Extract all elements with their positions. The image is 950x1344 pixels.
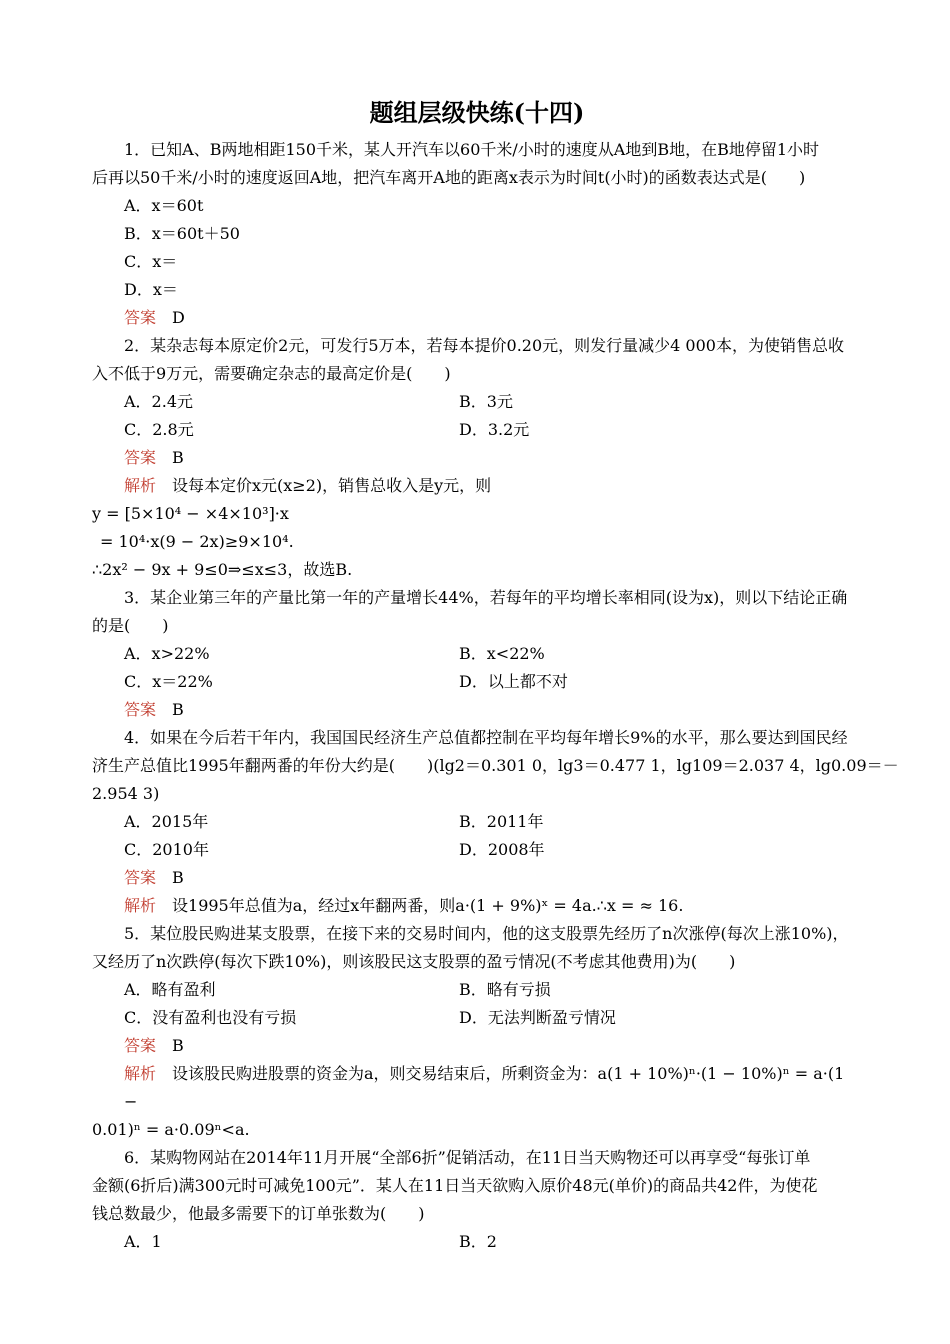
solution-line: 0.01)ⁿ = a·0.09ⁿ<a. <box>92 1120 250 1139</box>
option-a: A．x＝60t <box>124 196 204 215</box>
option-a: A．x>22% <box>124 644 210 663</box>
solution-text: 设该股民购进股票的资金为a，则交易结束后，所剩资金为：a(1 + 10%)ⁿ·(1 − 10%)ⁿ = a·(1 − <box>124 1064 845 1111</box>
answer-row <box>92 1032 862 1060</box>
answer-label: 答案 <box>124 700 157 719</box>
option-a: A．2015年 <box>124 812 209 831</box>
answer-label: 答案 <box>124 308 157 327</box>
page-title: 题组层级快练(十四) <box>369 98 585 127</box>
answer-value: B <box>172 868 184 887</box>
solution-label: 解析 <box>124 476 157 495</box>
question-stem: 5．某位股民购进某支股票，在接下来的交易时间内，他的这支股票先经历了n次涨停(每次上涨10%)， <box>124 924 849 943</box>
answer-value: B <box>172 700 184 719</box>
question-6 <box>92 1144 862 1256</box>
options-row <box>92 808 862 836</box>
answer-value: D <box>172 308 185 327</box>
options-row <box>92 1228 862 1256</box>
question-5 <box>92 920 862 1144</box>
option-b: B．3元 <box>459 392 513 411</box>
question-stem: 2.954 3) <box>92 784 160 803</box>
option-d: D．以上都不对 <box>459 672 568 691</box>
option-b: B．x<22% <box>459 644 545 663</box>
question-stem: 又经历了n次跌停(每次下跌10%)，则该股民这支股票的盈亏情况(不考虑其他费用)为( ) <box>92 952 736 971</box>
option-b: B．x＝60t＋50 <box>124 224 240 243</box>
options-row <box>92 1004 862 1032</box>
option-b: B．2 <box>459 1232 497 1251</box>
answer-label: 答案 <box>124 1036 157 1055</box>
solution-line: y = [5×10⁴ − ×4×10³]·x <box>92 504 289 523</box>
option-c: C．2.8元 <box>124 420 194 439</box>
question-4 <box>92 724 899 920</box>
options-row <box>92 640 862 668</box>
question-stem: 入不低于9万元，需要确定杂志的最高定价是( ) <box>92 364 451 383</box>
option-b: B．略有亏损 <box>459 980 551 999</box>
question-stem: 1．已知A、B两地相距150千米，某人开汽车以60千米/小时的速度从A地到B地，在B地停留1小时 <box>124 140 820 159</box>
solution-row <box>92 472 862 500</box>
option-d: D．2008年 <box>459 840 545 859</box>
solution-text: 设每本定价x元(x≥2)，销售总收入是y元，则 <box>172 476 492 495</box>
question-stem: 金额(6折后)满300元时可减免100元”．某人在11日当天欲购入原价48元(单价)的商品共42件，为使花 <box>92 1176 818 1195</box>
solution-text: 设1995年总值为a，经过x年翻两番，则a·(1 + 9%)ˣ = 4a.∴x = ≈ 16. <box>172 896 684 915</box>
question-stem: 后再以50千米/小时的速度返回A地，把汽车离开A地的距离x表示为时间t(小时)的函数表达式是( ) <box>92 168 806 187</box>
option-a: A．1 <box>124 1232 162 1251</box>
options-row <box>92 388 862 416</box>
question-stem: 钱总数最少，他最多需要下的订单张数为( ) <box>92 1204 425 1223</box>
option-d: D．无法判断盈亏情况 <box>459 1008 616 1027</box>
option-a: A．2.4元 <box>124 392 194 411</box>
page <box>92 96 899 1256</box>
answer-label: 答案 <box>124 868 157 887</box>
question-stem: 济生产总值比1995年翻两番的年份大约是( )(lg2＝0.301 0，lg3＝0.477 1，lg109＝2.037 4，lg0.09＝－ <box>92 756 899 775</box>
options-row <box>92 836 862 864</box>
option-b: B．2011年 <box>459 812 544 831</box>
question-stem: 4．如果在今后若干年内，我国国民经济生产总值都控制在平均每年增长9%的水平，那么要达到国民经 <box>124 728 848 747</box>
solution-label: 解析 <box>124 896 157 915</box>
option-d: D．x＝ <box>124 280 178 299</box>
options-row <box>92 416 862 444</box>
option-c: C．2010年 <box>124 840 209 859</box>
answer-row <box>92 444 862 472</box>
question-stem: 3．某企业第三年的产量比第一年的产量增长44%，若每年的平均增长率相同(设为x)，则以下结论正确 <box>124 588 848 607</box>
solution-row <box>92 1060 862 1116</box>
solution-line: ∴2x² − 9x + 9≤0⇒≤x≤3，故选B. <box>92 560 353 579</box>
answer-row <box>92 696 862 724</box>
options-row <box>92 976 862 1004</box>
question-stem: 的是( ) <box>92 616 169 635</box>
options-row <box>92 668 862 696</box>
solution-line: = 10⁴·x(9 − 2x)≥9×10⁴. <box>100 532 294 551</box>
option-c: C．没有盈利也没有亏损 <box>124 1008 297 1027</box>
question-2 <box>92 332 862 584</box>
answer-value: B <box>172 1036 184 1055</box>
answer-value: B <box>172 448 184 467</box>
option-d: D．3.2元 <box>459 420 530 439</box>
option-a: A．略有盈利 <box>124 980 216 999</box>
solution-label: 解析 <box>124 1064 157 1083</box>
question-stem: 6．某购物网站在2014年11月开展“全部6折”促销活动，在11日当天购物还可以再享受“每张订单 <box>124 1148 811 1167</box>
answer-row <box>92 864 862 892</box>
solution-row <box>92 892 862 920</box>
option-c: C．x＝22% <box>124 672 213 691</box>
question-1 <box>92 136 862 332</box>
answer-label: 答案 <box>124 448 157 467</box>
question-3 <box>92 584 862 724</box>
question-stem: 2．某杂志每本原定价2元，可发行5万本，若每本提价0.20元，则发行量减少4 000本，为使销售总收 <box>124 336 844 355</box>
answer-row <box>92 304 862 332</box>
option-c: C．x＝ <box>124 252 178 271</box>
